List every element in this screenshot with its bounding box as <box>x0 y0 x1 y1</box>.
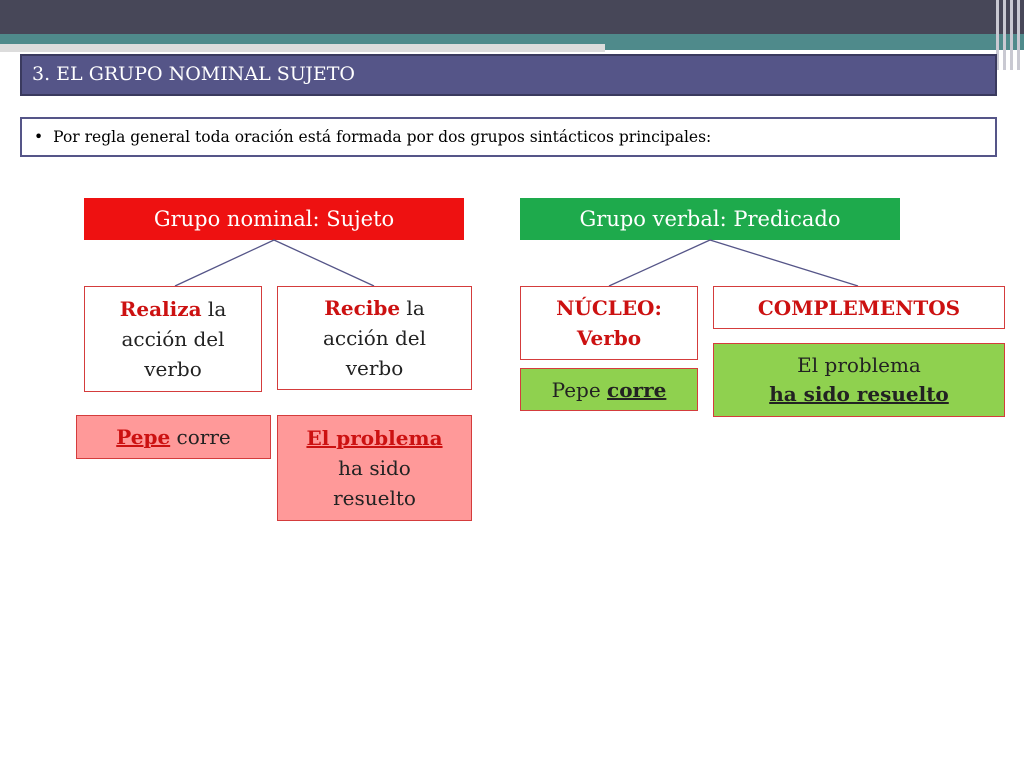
header-band-light <box>0 44 605 52</box>
header-nominal-group <box>84 198 464 240</box>
connector-nominal-right <box>274 240 374 286</box>
nucleo-line-2: Verbo <box>576 326 642 350</box>
header-band-dark <box>0 0 1024 34</box>
recibe-line-3: verbo <box>345 356 404 380</box>
bullet-dot: • <box>34 128 44 146</box>
example-1-subject: Pepe <box>116 425 171 449</box>
recibe-line-2: acción del <box>322 326 427 350</box>
example-problema-subject <box>277 415 472 521</box>
header-nominal-label: Grupo nominal: Sujeto <box>153 207 395 231</box>
bullet-box <box>20 117 997 157</box>
header-verbal-label: Grupo verbal: Predicado <box>579 207 841 231</box>
verbal-example-2-line-1: El problema <box>797 353 921 377</box>
connector-verbal-left <box>609 240 710 286</box>
example-ha-sido-resuelto <box>713 343 1005 417</box>
realiza-rest: la <box>201 297 227 321</box>
box-recibe-accion <box>277 286 472 390</box>
realiza-line-2: acción del <box>121 327 225 351</box>
bullet-text: Por regla general toda oración está formada por dos grupos sintácticos principales: <box>53 128 712 146</box>
example-2-line-2: ha sido <box>338 456 411 480</box>
connector-nominal-left <box>175 240 274 286</box>
verbal-example-1-verb: corre <box>607 377 667 402</box>
verbal-example-1-prefix: Pepe <box>551 377 608 402</box>
verbal-example-2-line-2: ha sido resuelto <box>769 382 949 406</box>
example-pepe-corre-subject <box>76 415 271 459</box>
box-complementos <box>713 286 1005 329</box>
connector-verbal-right <box>710 240 858 286</box>
example-2-line-3: resuelto <box>333 486 416 510</box>
example-2-subject: El problema <box>306 426 443 450</box>
box-realiza-accion <box>84 286 262 392</box>
box-nucleo-verbo <box>520 286 698 360</box>
header-verbal-group <box>520 198 900 240</box>
recibe-keyword: Recibe <box>324 296 401 320</box>
example-pepe-corre-verb <box>520 368 698 411</box>
slide-title: 3. EL GRUPO NOMINAL SUJETO <box>20 54 997 96</box>
complementos-label: COMPLEMENTOS <box>757 295 961 320</box>
example-1-rest: corre <box>170 425 231 449</box>
realiza-keyword: Realiza <box>119 297 202 321</box>
nucleo-line-1: NÚCLEO: <box>556 296 662 320</box>
realiza-line-3: verbo <box>144 357 202 381</box>
recibe-rest: la <box>400 296 425 320</box>
